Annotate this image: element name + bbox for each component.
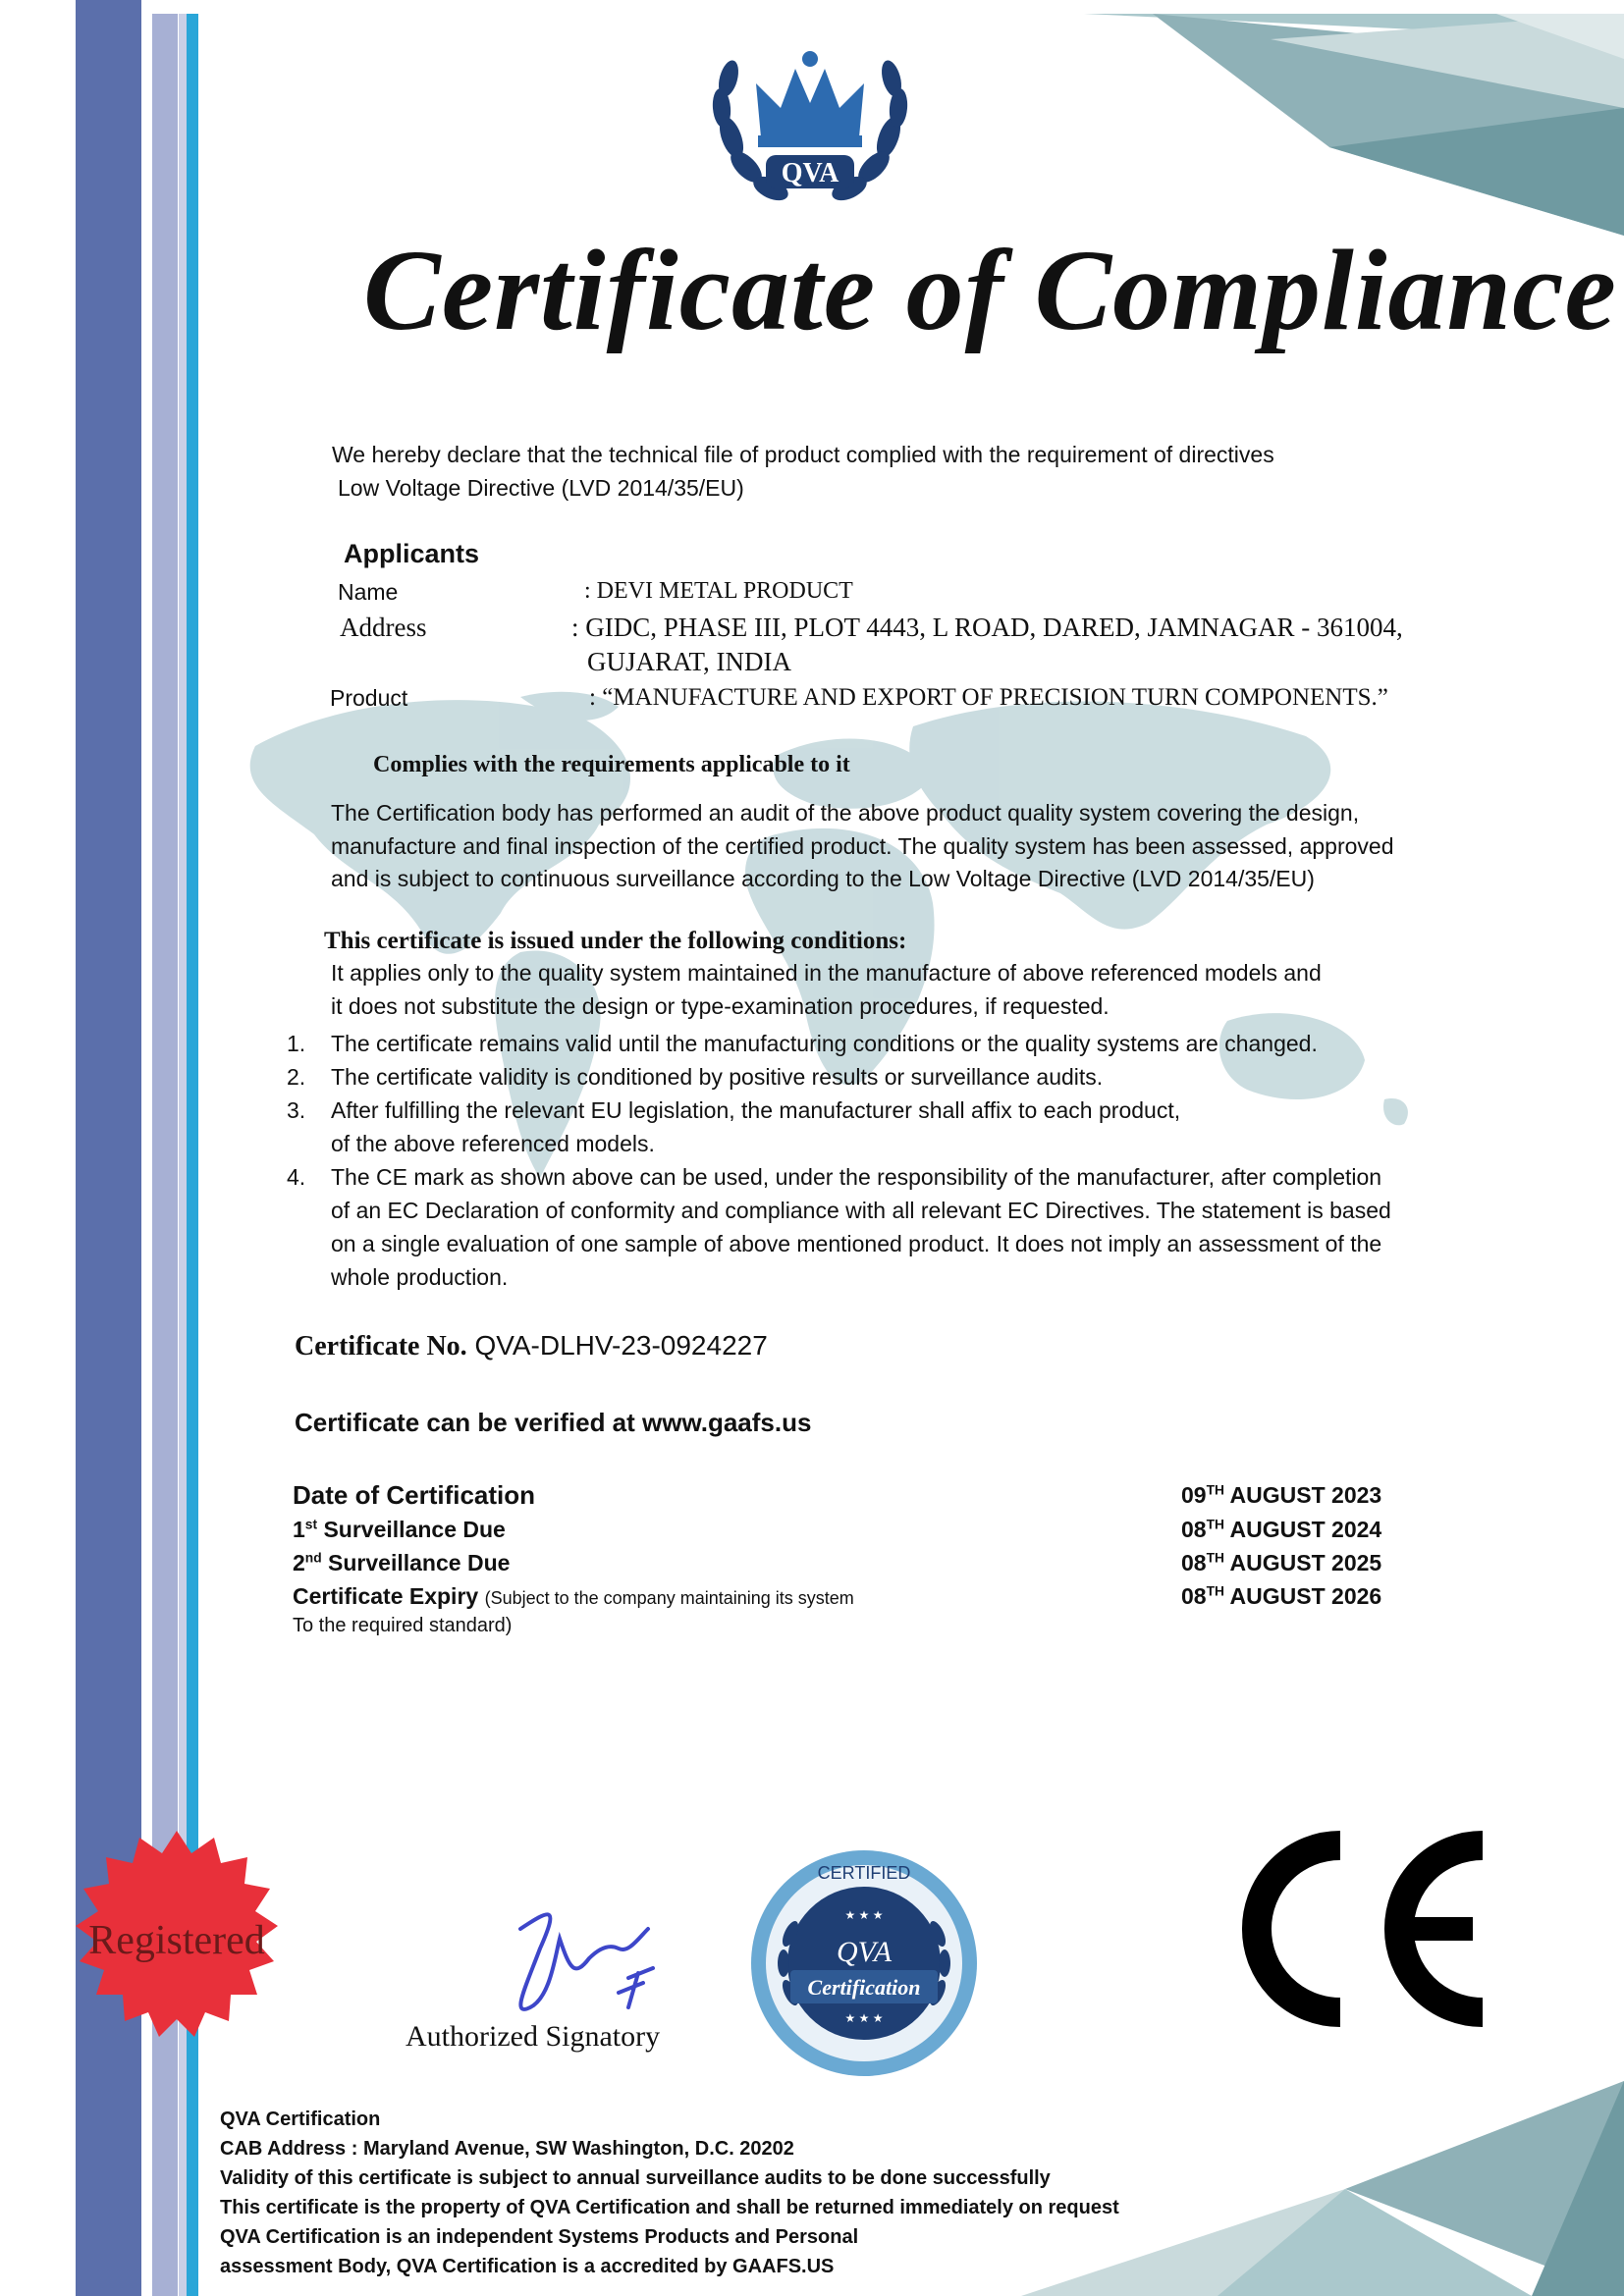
date-sup: TH [1206,1583,1224,1599]
complies-heading: Complies with the requirements applicable to it [373,752,850,777]
seal-stars-top: ★ ★ ★ [844,1908,884,1922]
footer-line-2: CAB Address : Maryland Avenue, SW Washington, D.C. 20202 [220,2138,794,2160]
seal-mid-text: QVA [836,1936,893,1968]
condition-number: 2. [287,1064,306,1090]
date-sup: TH [1206,1550,1224,1566]
intro-line-1: We hereby declare that the technical file of product complied with the requirement of directives [332,442,1274,467]
date-day: 08 [1181,1583,1207,1609]
surv1-prefix: 1 [293,1517,305,1542]
date-day: 08 [1181,1517,1207,1542]
expiry-label-row [293,1583,854,1610]
complies-line-1: The Certification body has performed an audit of the above product quality system covering the design, [331,800,1360,826]
address-value-2: GUJARAT, INDIA [587,647,791,676]
surveillance-1-date [1181,1517,1381,1543]
condition-line: The certificate remains valid until the manufacturing conditions or the quality systems are changed. [331,1031,1318,1056]
address-label: Address [340,613,427,642]
surv1-sup: st [304,1517,318,1532]
certified-seal [746,1845,982,2081]
condition-item [287,1160,1548,1294]
certificate-number-value: QVA-DLHV-23-0924227 [474,1330,768,1361]
surv2-label: Surveillance Due [321,1550,511,1575]
product-value: : “MANUFACTURE AND EXPORT OF PRECISION TURN COMPONENTS.” [589,684,1388,711]
registered-seal [54,1826,299,2071]
complies-line-2: manufacture and final inspection of the certified product. The quality system has been assessed, approved [331,833,1394,859]
surv2-prefix: 2 [293,1550,305,1575]
date-of-certification-label: Date of Certification [293,1480,536,1510]
qva-logo [687,29,933,226]
product-label: Product [330,685,408,711]
name-label: Name [338,579,399,605]
seal-stars-bottom: ★ ★ ★ [844,2011,884,2025]
condition-line: The CE mark as shown above can be used, under the responsibility of the manufacturer, after completion [331,1164,1382,1190]
surv2-sup: nd [304,1550,322,1566]
condition-line: of the above referenced models. [331,1131,655,1156]
verify-text: Certificate can be verified at www.gaafs.us [295,1408,812,1437]
seal-top-text: CERTIFIED [817,1863,911,1883]
expiry-note-1: (Subject to the company maintaining its system [484,1588,854,1608]
condition-number: 4. [287,1164,306,1190]
condition-line: The certificate validity is conditioned by positive results or surveillance audits. [331,1064,1104,1090]
footer-line-1: QVA Certification [220,2109,381,2130]
expiry-label: Certificate Expiry [293,1583,479,1609]
address-value-1: : GIDC, PHASE III, PLOT 4443, L ROAD, DARED, JAMNAGAR - 361004, [571,613,1403,642]
expiry-date [1181,1583,1381,1610]
date-sup: TH [1206,1482,1224,1498]
condition-number: 3. [287,1097,306,1123]
footer-line-6: assessment Body, QVA Certification is a accredited by GAAFS.US [220,2256,835,2277]
corner-decoration-top [1074,0,1624,236]
seal-bottom-text: Certification [807,1975,921,2000]
date-rest: AUGUST 2026 [1224,1583,1382,1609]
conditions-intro-2: it does not substitute the design or type-examination procedures, if requested. [331,993,1110,1019]
condition-number: 1. [287,1031,306,1056]
complies-line-3: and is subject to continuous surveillance according to the Low Voltage Directive (LVD 2014/35/EU) [331,866,1315,891]
conditions-heading: This certificate is issued under the following conditions: [324,928,907,954]
logo-text: QVA [781,158,839,188]
registered-text: Registered [88,1918,265,1963]
surveillance-2-date [1181,1550,1381,1576]
page-title: Certificate of Compliance [363,226,1617,354]
condition-line: whole production. [331,1264,509,1290]
certificate-number-label: Certificate No. [295,1331,467,1362]
condition-line: on a single evaluation of one sample of above mentioned product. It does not imply an assessment of the [331,1231,1382,1256]
date-of-certification-value [1181,1482,1381,1509]
date-sup: TH [1206,1517,1224,1532]
condition-item [287,1094,1548,1160]
corner-decoration-bottom [1021,2071,1624,2296]
surv1-label: Surveillance Due [317,1517,506,1542]
footer-line-3: Validity of this certificate is subject to annual surveillance audits to be done successfully [220,2167,1051,2189]
condition-item [287,1027,1548,1060]
ce-mark-icon [1232,1831,1497,2027]
intro-line-2: Low Voltage Directive (LVD 2014/35/EU) [338,475,744,501]
condition-line: After fulfilling the relevant EU legislation, the manufacturer shall affix to each product, [331,1097,1181,1123]
footer-line-4: This certificate is the property of QVA Certification and shall be returned immediately on request [220,2197,1119,2218]
name-value: : DEVI METAL PRODUCT [584,578,853,604]
applicants-heading: Applicants [344,539,480,568]
date-rest: AUGUST 2024 [1224,1517,1382,1542]
surveillance-1-label [293,1517,506,1543]
condition-item [287,1060,1548,1094]
conditions-intro-1: It applies only to the quality system maintained in the manufacture of above referenced models and [331,960,1322,986]
condition-line: of an EC Declaration of conformity and compliance with all relevant EC Directives. The statement is based [331,1198,1391,1223]
footer-line-5: QVA Certification is an independent Systems Products and Personal [220,2226,859,2248]
date-day: 09 [1181,1482,1207,1508]
expiry-note-2: To the required standard) [293,1615,513,1636]
signature [481,1899,677,2027]
certificate-number [295,1330,768,1362]
date-rest: AUGUST 2025 [1224,1550,1382,1575]
signatory-label: Authorized Signatory [406,2020,661,2053]
date-rest: AUGUST 2023 [1224,1482,1382,1508]
surveillance-2-label [293,1550,510,1576]
date-day: 08 [1181,1550,1207,1575]
